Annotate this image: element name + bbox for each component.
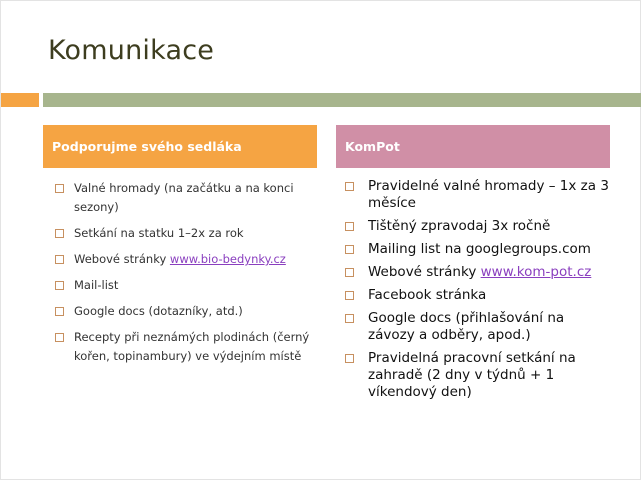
right-bullet-list <box>345 178 615 407</box>
list-item: Google docs (dotazníky, atd.) <box>55 302 317 321</box>
square-bullet-icon <box>345 314 354 323</box>
right-column-heading: KomPot <box>336 125 610 168</box>
square-bullet-icon <box>345 268 354 277</box>
square-bullet-icon <box>55 229 64 238</box>
square-bullet-icon <box>345 245 354 254</box>
list-item: Mail-list <box>55 276 317 295</box>
list-item: Recepty při neznámých plodinách (černý kořen, topinambury) ve výdejním místě <box>55 328 317 366</box>
website-link[interactable]: www.bio-bedynky.cz <box>169 252 286 266</box>
square-bullet-icon <box>345 222 354 231</box>
slide-title: Komunikace <box>48 35 215 66</box>
list-item: Google docs (přihlašování na závozy a odběry, apod.) <box>345 310 615 344</box>
left-bullet-list <box>55 179 317 373</box>
accent-bar-orange <box>1 93 39 107</box>
left-column-heading: Podporujme svého sedláka <box>43 125 317 168</box>
list-item: Pravidelná pracovní setkání na zahradě (2 dny v týdnů + 1 víkendový den) <box>345 350 615 401</box>
list-item: Tištěný zpravodaj 3x ročně <box>345 218 615 235</box>
square-bullet-icon <box>345 291 354 300</box>
list-item: Mailing list na googlegroups.com <box>345 241 615 258</box>
square-bullet-icon <box>345 354 354 363</box>
square-bullet-icon <box>55 333 64 342</box>
square-bullet-icon <box>55 184 64 193</box>
list-item: Setkání na statku 1–2x za rok <box>55 224 317 243</box>
square-bullet-icon <box>345 182 354 191</box>
square-bullet-icon <box>55 307 64 316</box>
list-item: Facebook stránka <box>345 287 615 304</box>
square-bullet-icon <box>55 281 64 290</box>
website-link[interactable]: www.kom-pot.cz <box>480 264 592 280</box>
list-item: Webové stránky www.kom-pot.cz <box>345 264 615 281</box>
accent-bar-green <box>43 93 641 107</box>
square-bullet-icon <box>55 255 64 264</box>
list-item: Webové stránky www.bio-bedynky.cz <box>55 250 317 269</box>
list-item: Valné hromady (na začátku a na konci sezony) <box>55 179 317 217</box>
list-item: Pravidelné valné hromady – 1x za 3 měsíce <box>345 178 615 212</box>
